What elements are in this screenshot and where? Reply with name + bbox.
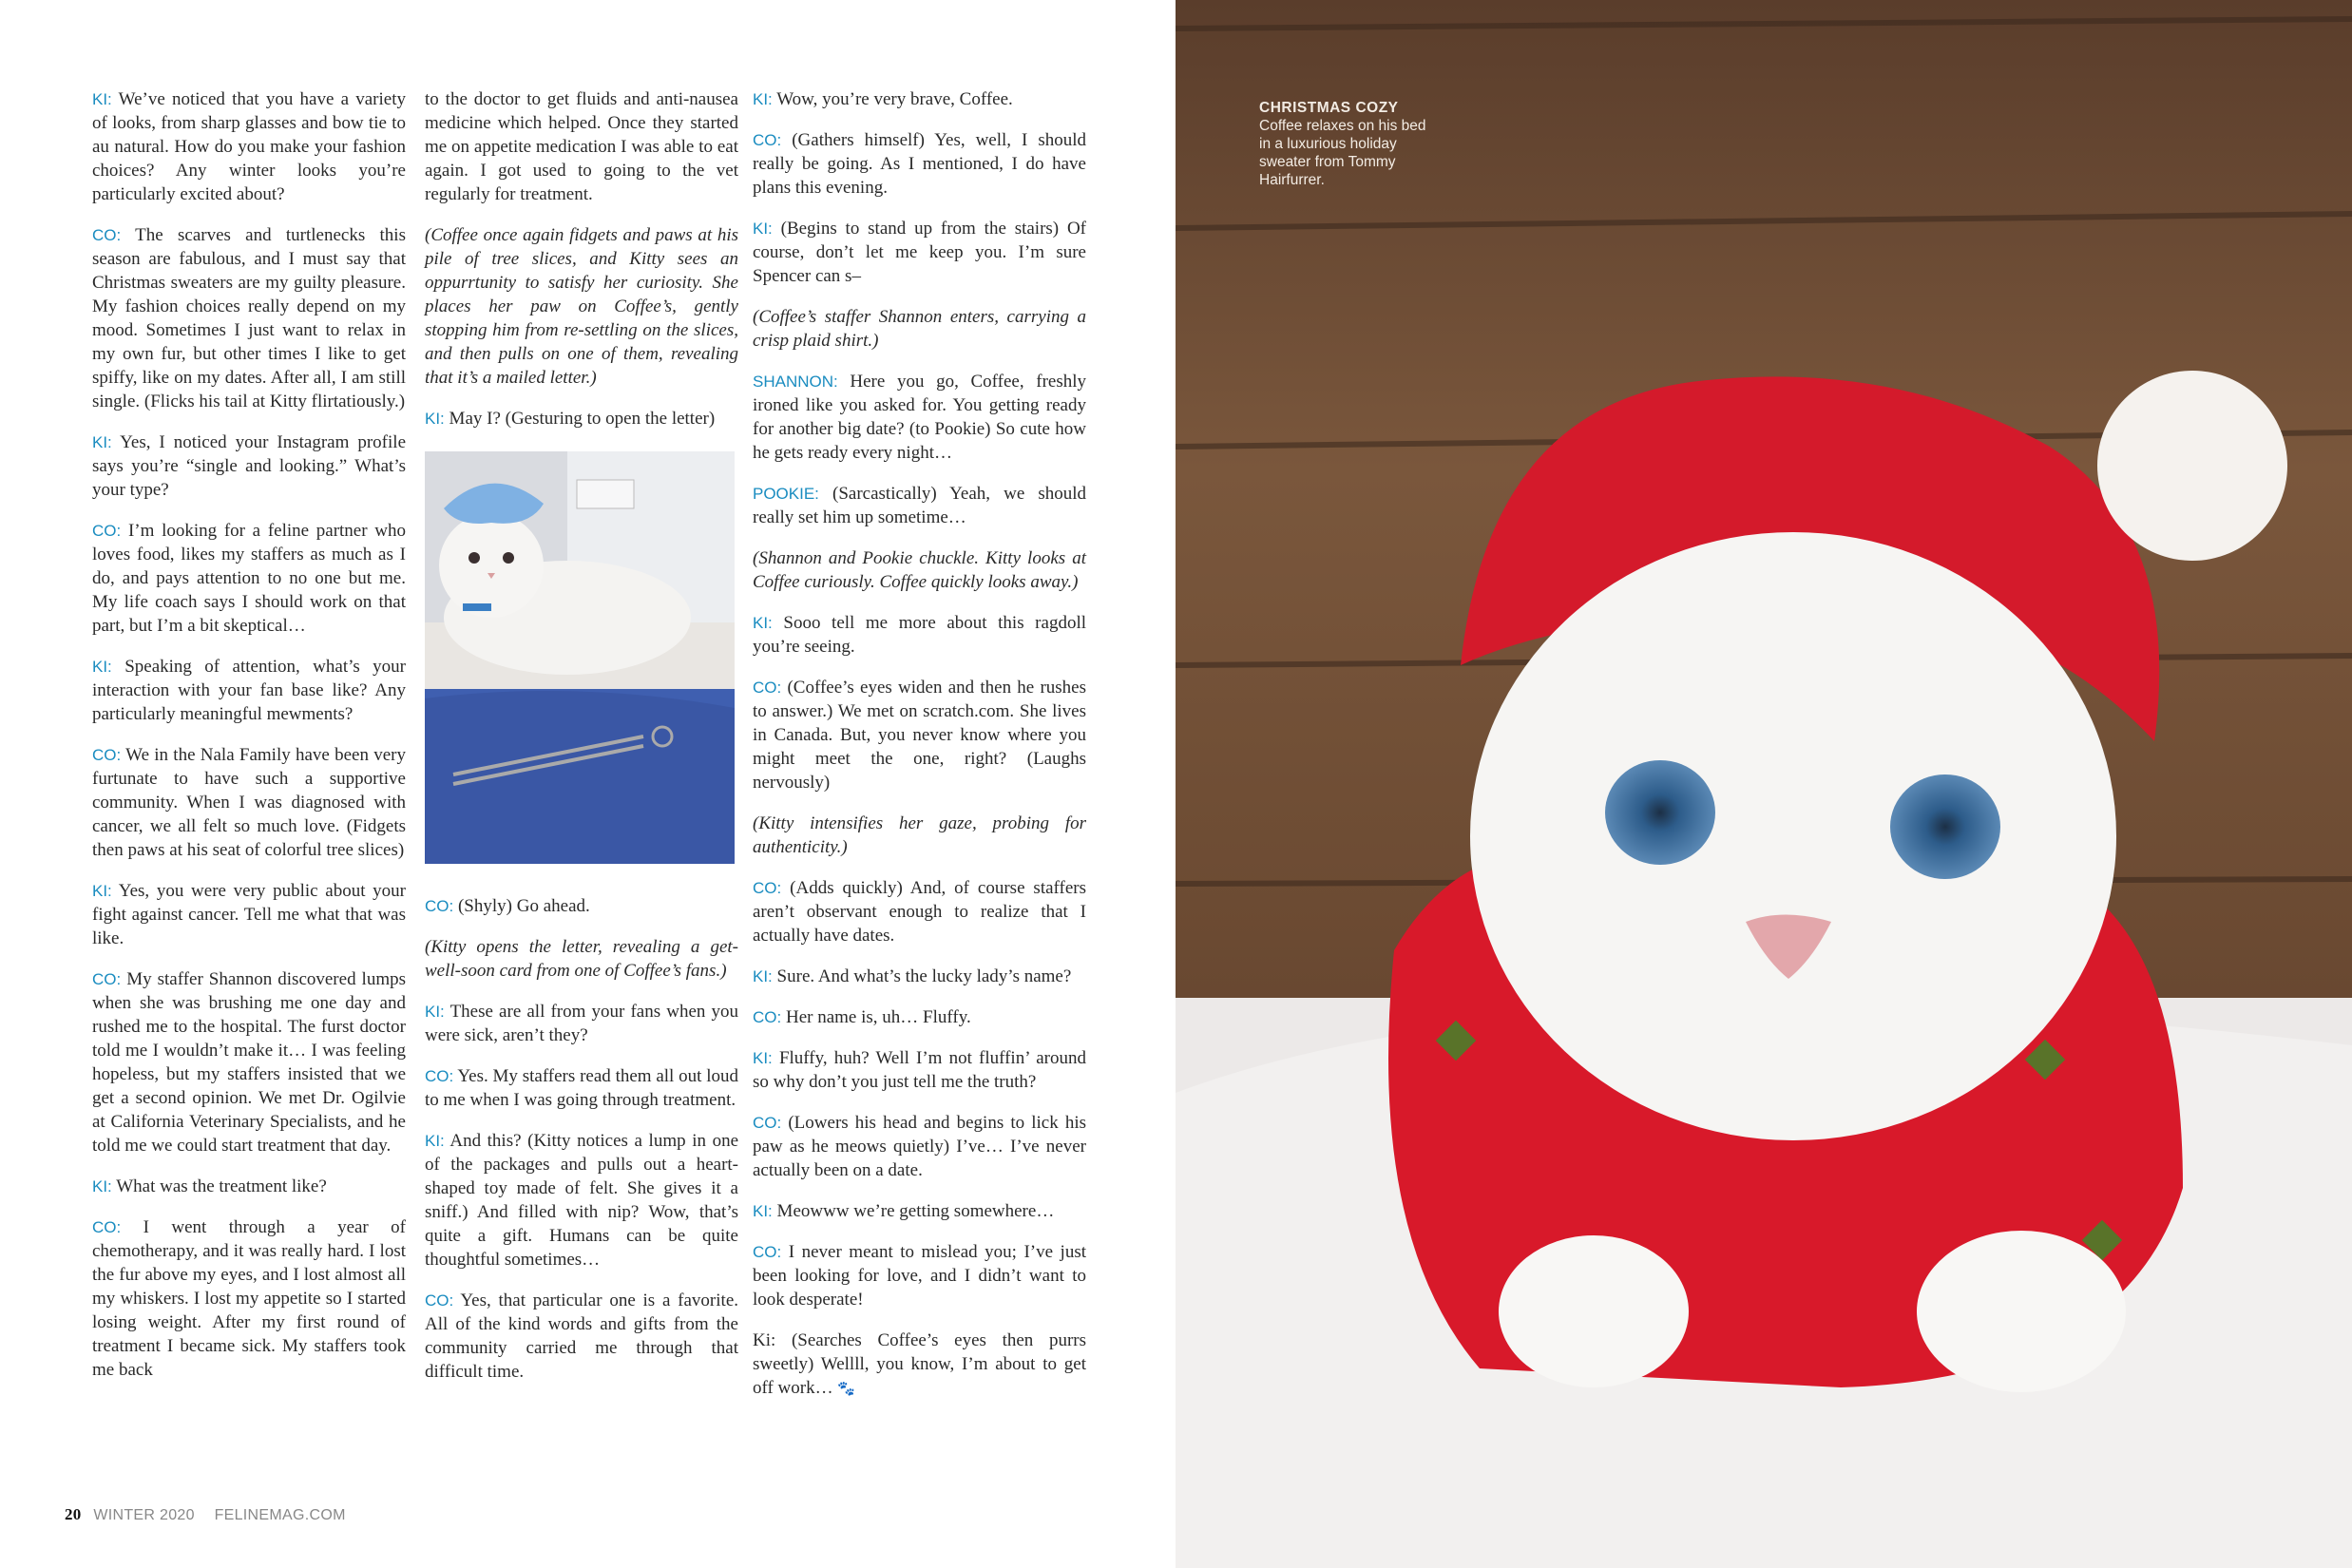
speaker-label: KI: [425,410,445,428]
paragraph-text: to the doctor to get fluids and anti-nausea medicine which helped. Once they started me on appetite medication I was able to eat again. I got used to going to the vet regularly for treatment. [425,89,738,204]
paragraph-text: We’ve noticed that you have a variety of looks, from sharp glasses and bow tie to au natural. How do you make your fashion choices? Any winter looks you’re particularly excited about? [92,89,406,204]
stage-direction [753,812,1086,859]
speaker-label: KI: [92,658,112,676]
interview-paragraph [425,1000,738,1047]
interview-paragraph [92,223,406,413]
interview-paragraph [753,217,1086,288]
paragraph-text: (Gathers himself) Yes, well, I should really be going. As I mentioned, I do have plans this evening. [753,130,1087,198]
interview-paragraph [425,407,738,430]
speaker-label: KI: [753,220,773,238]
speaker-label: POOKIE: [753,485,819,503]
paragraph-text: (Shyly) Go ahead. [457,896,590,916]
paragraph-text: Yes, that particular one is a favorite. All of the kind words and gifts from the community carried me through that difficult time. [425,1291,739,1382]
speaker-label: CO: [92,522,122,540]
speaker-label: KI: [425,1003,445,1021]
paragraph-text: (Shannon and Pookie chuckle. Kitty looks at Coffee curiously. Coffee quickly looks away.) [753,548,1086,592]
stage-direction [425,223,738,390]
interview-paragraph [753,1240,1086,1311]
interview-paragraph [753,1329,1086,1402]
page-number: 20 [65,1505,82,1523]
interview-paragraph [753,1005,1086,1029]
speaker-label: KI: [753,90,773,108]
paragraph-text: Speaking of attention, what’s your interaction with your fan base like? Any particularly meaningful mewments? [92,657,406,724]
vet-cat-photo [425,451,735,864]
paragraph-text: Yes, you were very public about your fight against cancer. Tell me what that was like. [92,881,406,948]
speaker-label: KI: [92,882,112,900]
photo-caption [1259,99,1430,189]
paragraph-text: These are all from your fans when you were sick, aren’t they? [425,1002,738,1045]
speaker-label: CO: [425,897,454,915]
paragraph-text: We in the Nala Family have been very furtunate to have such a supportive community. When I was diagnosed with cancer, we all felt so much love. (Fidgets then paws at his seat of colorful tree slices) [92,745,406,860]
cat-photo-illustration [1176,0,2352,1568]
interview-paragraph [753,611,1086,659]
paragraph-text: (Coffee once again fidgets and paws at his pile of tree slices, and Kitty sees an oppurrtunity to satisfy her curiosity. She places her paw on Coffee’s, gently stopping him from re-settling on the slices, and then pulls on one of them, revealing that it’s a mailed letter.) [425,225,738,388]
speaker-label: KI: [92,1177,112,1195]
article-column-3 [753,87,1086,1419]
paragraph-text: (Adds quickly) And, of course staffers aren’t observant enough to realize that I actually have dates. [753,878,1087,946]
paragraph-text: Meowww we’re getting somewhere… [776,1201,1055,1221]
interview-paragraph [753,128,1086,200]
speaker-label: CO: [753,131,782,149]
article-column-1 [92,87,406,1399]
caption-text: Coffee relaxes on his bed in a luxurious holiday sweater from Tommy Hairfurrer. [1259,118,1426,188]
article-column-2 [425,87,738,1401]
stage-direction [425,935,738,983]
speaker-label: CO: [753,1243,782,1261]
speaker-label: CO: [425,1291,454,1310]
interview-paragraph [92,879,406,950]
paragraph-text: Ki: (Searches Coffee’s eyes then purrs sweetly) Wellll, you know, I’m about to get off work… [753,1330,1086,1398]
paragraph-text: (Kitty opens the letter, revealing a get-well-soon card from one of Coffee’s fans.) [425,937,738,981]
paragraph-text: What was the treatment like? [116,1176,327,1196]
paragraph-text: Sure. And what’s the lucky lady’s name? [776,966,1072,986]
interview-paragraph [92,1215,406,1382]
interview-paragraph [425,1289,738,1384]
paragraph-text: Fluffy, huh? Well I’m not fluffin’ around so why don’t you just tell me the truth? [753,1048,1087,1092]
paragraph-text: (Lowers his head and begins to lick his paw as he meows quietly) I’ve… I’ve never actually been on a date. [753,1113,1086,1180]
interview-paragraph [92,87,406,206]
site-label: FELINEMAG.COM [214,1507,346,1523]
speaker-label: CO: [425,1067,454,1085]
paragraph-text: Wow, you’re very brave, Coffee. [776,89,1013,109]
paragraph-text: (Begins to stand up from the stairs) Of course, don’t let me keep you. I’m sure Spencer can s– [753,219,1086,286]
paragraph-text: Sooo tell me more about this ragdoll you’re seeing. [753,613,1086,657]
paragraph-text: And this? (Kitty notices a lump in one of the packages and pulls out a heart-shaped toy made of felt. She gives it a sniff.) And filled with nip? Wow, that’s quite a gift. Humans can be quite thoughtful sometimes… [425,1131,738,1270]
interview-paragraph [92,519,406,638]
speaker-label: CO: [753,679,782,697]
paragraph-text: (Coffee’s staffer Shannon enters, carrying a crisp plaid shirt.) [753,307,1086,351]
paw-print-icon: 🐾 [837,1382,856,1397]
paragraph-text: Her name is, uh… Fluffy. [785,1007,971,1027]
interview-paragraph [753,1199,1086,1223]
speaker-label: CO: [92,1218,122,1236]
interview-paragraph [92,743,406,862]
paragraph-text: (Sarcastically) Yeah, we should really set him up sometime… [753,484,1087,527]
caption-title: CHRISTMAS COZY [1259,100,1399,116]
paragraph-text: May I? (Gesturing to open the letter) [449,409,716,429]
interview-paragraph [92,1175,406,1198]
interview-paragraph [92,430,406,502]
speaker-label: KI: [753,1049,773,1067]
interview-paragraph [425,1129,738,1272]
paragraph-text: The scarves and turtlenecks this season are fabulous, and I must say that Christmas sweaters are my guilty pleasure. My fashion choices really depend on my mood. Sometimes I just want to relax in my own fur, but other times I like to get spiffy, like on my dates. After all, I am still single. (Flicks his tail at Kitty flirtatiously.) [92,225,406,411]
speaker-label: CO: [92,226,122,244]
interview-paragraph [753,1111,1086,1182]
speaker-label: CO: [753,1008,782,1026]
cat-sweater-photo [1176,0,2352,1568]
speaker-label: KI: [753,1202,773,1220]
interview-paragraph [92,967,406,1157]
paragraph-text: Yes, I noticed your Instagram profile says you’re “single and looking.” What’s your type? [92,432,406,500]
interview-paragraph [753,87,1086,111]
paragraph-text: Here you go, Coffee, freshly ironed like you asked for. You getting ready for another big date? (to Pookie) So cute how he gets ready every night… [753,372,1087,463]
interview-paragraph [425,1064,738,1112]
paragraph-text: Yes. My staffers read them all out loud to me when I was going through treatment. [425,1066,738,1110]
speaker-label: CO: [92,746,122,764]
paragraph-text: I never meant to mislead you; I’ve just been looking for love, and I didn’t want to look desperate! [753,1242,1086,1310]
stage-direction [753,546,1086,594]
speaker-label: CO: [92,970,122,988]
speaker-label: SHANNON: [753,373,838,391]
interview-paragraph [425,894,738,918]
paragraph-text: (Coffee’s eyes widen and then he rushes to answer.) We met on scratch.com. She lives in Canada. But, you never know where you might meet the one, right? (Laughs nervously) [753,678,1087,793]
paragraph-text: My staffer Shannon discovered lumps when she was brushing me one day and rushed me to the hospital. The furst doctor told me I wouldn’t make it… I was feeling hopeless, but my staffers insisted that we get a second opinion. We met Dr. Ogilvie at California Veterinary Specialists, and he told me we could start treatment that day. [92,969,407,1156]
stage-direction [753,305,1086,353]
interview-paragraph [753,676,1086,794]
speaker-label: CO: [753,879,782,897]
interview-paragraph [753,876,1086,947]
interview-paragraph [425,87,738,206]
speaker-label: CO: [753,1114,782,1132]
speaker-label: KI: [92,90,112,108]
page-footer [65,1505,346,1524]
paragraph-text: (Kitty intensifies her gaze, probing for authenticity.) [753,813,1086,857]
paragraph-text: I’m looking for a feline partner who loves food, likes my staffers as much as I do, and pays attention to no one but me. My life coach says I should work on that part, but I’m a bit skeptical… [92,521,406,636]
issue-label: WINTER 2020 [93,1507,195,1523]
speaker-label: KI: [753,614,773,632]
interview-paragraph [753,370,1086,465]
speaker-label: KI: [753,967,773,985]
paragraph-text: I went through a year of chemotherapy, and it was really hard. I lost the fur above my eyes, and I lost almost all my whiskers. I lost my appetite so I started losing weight. After my first round of treatment I became sick. My staffers took me back [92,1217,406,1380]
interview-paragraph [753,1046,1086,1094]
interview-paragraph [753,965,1086,988]
speaker-label: KI: [425,1132,445,1150]
speaker-label: KI: [92,433,112,451]
interview-paragraph [92,655,406,726]
interview-paragraph [753,482,1086,529]
